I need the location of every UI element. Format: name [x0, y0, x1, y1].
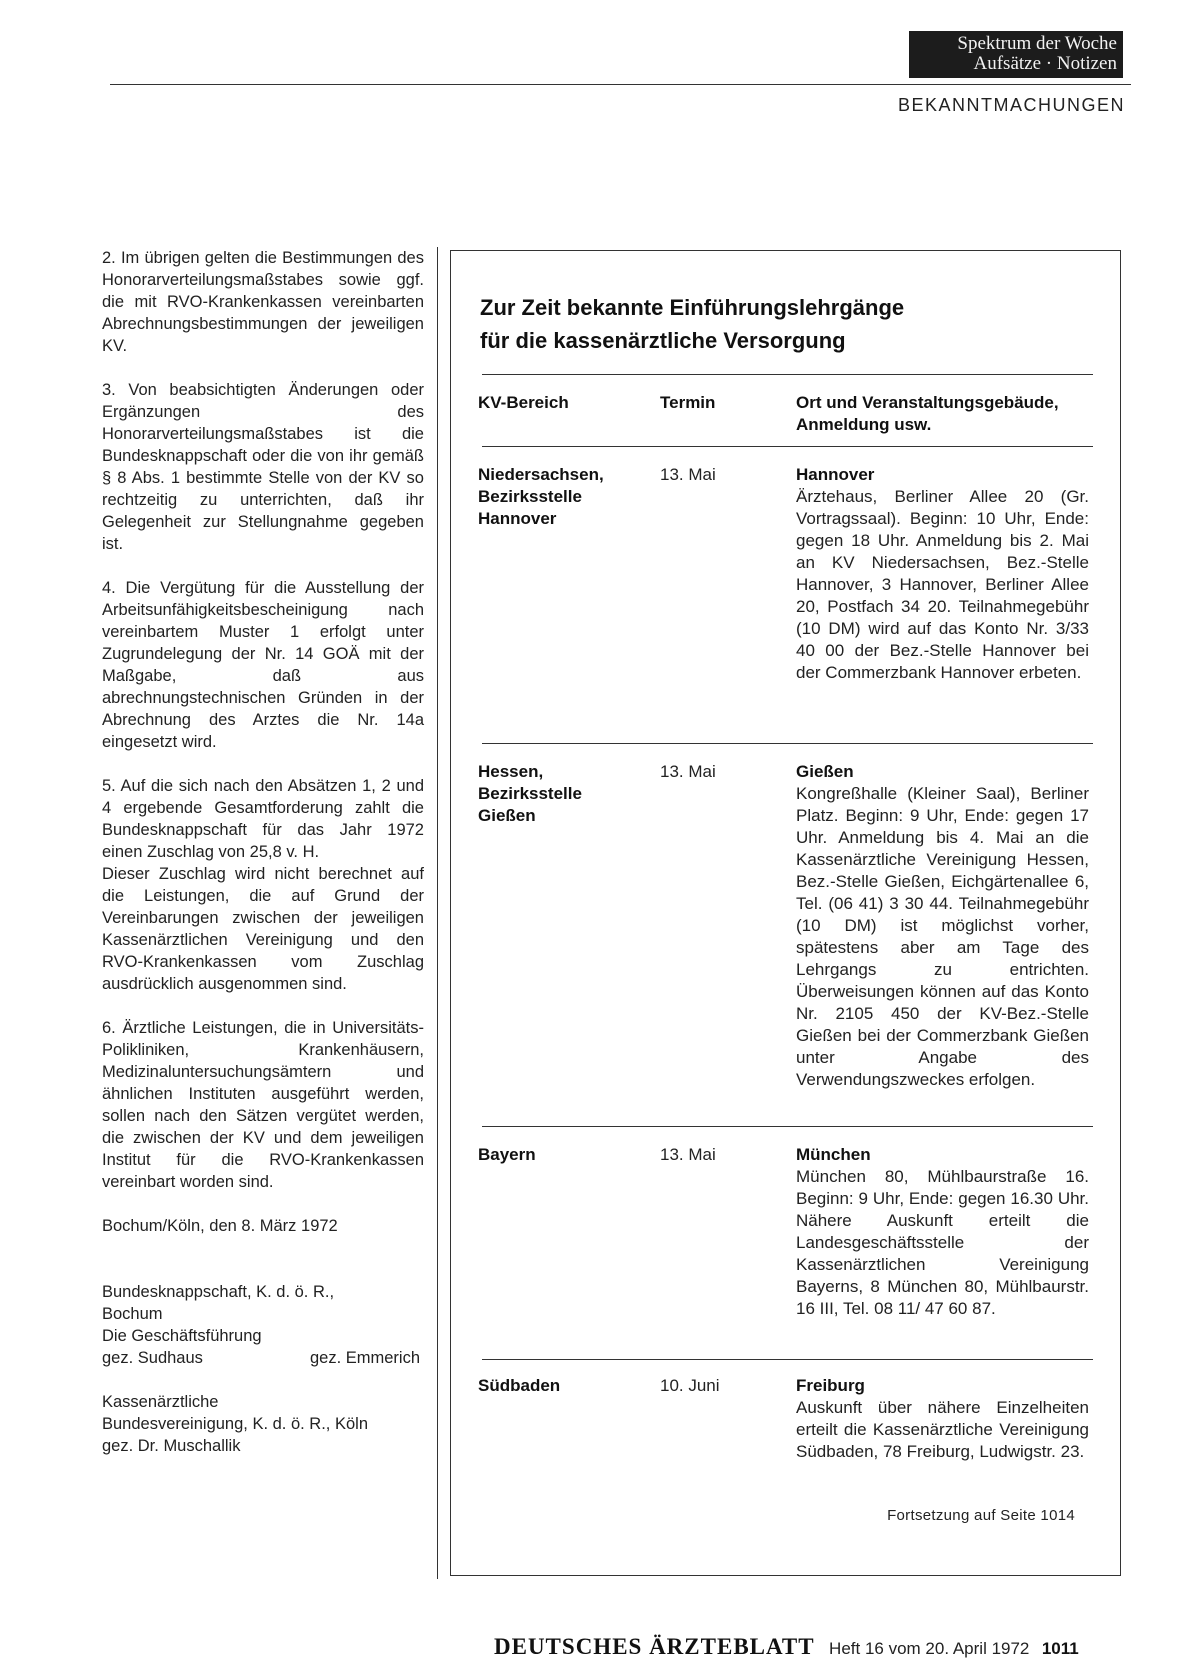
row-region [478, 1375, 638, 1397]
section-label: BEKANNTMACHUNGEN [897, 95, 1125, 115]
left-column [102, 247, 424, 1457]
continuation-note: Fortsetzung auf Seite 1014 [887, 1507, 1075, 1524]
paragraph-2: 2. Im übrigen gelten die Bestimmungen des Honorarverteilungsmaßstabes sowie ggf. die mit RVO-Krankenkassen vereinbarten Abrechnungsbestimmungen der jeweiligen KV. [102, 249, 424, 355]
row-separator [482, 743, 1093, 744]
row-region-line: Gießen [478, 806, 536, 825]
paragraph-5: 5. Auf die sich nach den Absätzen 1, 2 und 4 ergebende Gesamtforderung zahlt die Bundesknappschaft für das Jahr 1972 einen Zuschlag von 25,8 v. H. [102, 777, 424, 861]
page-footer [494, 1634, 1079, 1660]
signature-1-name-a: gez. Sudhaus [102, 1349, 203, 1367]
row-place [796, 1375, 1089, 1463]
paragraph-5b: Dieser Zuschlag wird nicht berechnet auf die Leistungen, die auf Grund der Vereinbarungen zwischen der jeweiligen Kassenärztlichen Vereinigung und den RVO-Krankenkassen vom Zuschlag ausdrücklich ausgenommen sind. [102, 865, 424, 993]
column-header-place-line-1: Ort und Veranstaltungsgebäude, [796, 393, 1059, 412]
box-title [480, 291, 1040, 357]
column-header-place-line-2: Anmeldung usw. [796, 415, 932, 434]
signature-2-line-3: gez. Dr. Muschallik [102, 1437, 241, 1455]
row-details: Ärztehaus, Berliner Allee 20 (Gr. Vortragssaal). Beginn: 10 Uhr, Ende: gegen 18 Uhr. Anmeldung bis 2. Mai an KV Niedersachsen, Bez.-Stelle Hannover, 3 Hannover, Berliner Allee 20, Postfach 34 20. Teilnahmegebühr (10 DM) wird auf das Konto Nr. 3/33 40 00 der Bez.-Stelle Hannover bei der Commerzbank Hannover erbeten. [796, 487, 1089, 682]
header-rule [110, 84, 1131, 85]
table-header-rule [482, 446, 1093, 447]
row-place [796, 1144, 1089, 1320]
issue-info: Heft 16 vom 20. April 1972 [829, 1639, 1030, 1658]
signature-block-2 [102, 1391, 424, 1457]
row-details: München 80, Mühlbaurstraße 16. Beginn: 9 Uhr, Ende: gegen 16.30 Uhr. Nähere Auskunft erteilt die Landesgeschäftsstelle der Kassenärztlichen Vereinigung Bayerns, 8 München 80, Mühlbaurstr. 16 III, Tel. 08 11/ 47 60 87. [796, 1167, 1089, 1318]
row-date: 13. Mai [660, 1145, 716, 1164]
column-header-date: Termin [660, 393, 716, 412]
paragraph-3: 3. Von beabsichtigten Änderungen oder Ergänzungen des Honorarverteilungsmaßstabes ist die Bundesknappschaft oder die von ihr gemäß § 8 Abs. 1 bestimmte Stelle von der KV so rechtzeitig zu unterrichten, daß ihr Gelegenheit zur Stellungnahme gegeben ist. [102, 381, 424, 553]
signature-1-names [102, 1347, 424, 1369]
row-region [478, 761, 638, 827]
row-place [796, 464, 1089, 684]
row-details: Auskunft über nähere Einzelheiten erteilt die Kassenärztliche Vereinigung Südbaden, 78 Freiburg, Ludwigstr. 23. [796, 1398, 1089, 1461]
row-city: München [796, 1145, 871, 1164]
row-region-line: Bezirksstelle [478, 784, 582, 803]
row-separator [482, 1359, 1093, 1360]
row-region-line: Niedersachsen, [478, 465, 604, 484]
box-title-line-1: Zur Zeit bekannte Einführungslehrgänge [480, 295, 905, 320]
section-badge-line2: Aufsätze · Notizen [973, 53, 1117, 74]
row-city: Freiburg [796, 1376, 865, 1395]
row-place [796, 761, 1089, 1091]
row-region-line: Hessen, [478, 762, 544, 781]
section-badge-line1: Spektrum der Woche [957, 33, 1117, 54]
row-city: Gießen [796, 762, 854, 781]
table-top-rule [482, 374, 1093, 375]
row-region-line: Bezirksstelle [478, 487, 582, 506]
row-details: Kongreßhalle (Kleiner Saal), Berliner Platz. Beginn: 9 Uhr, Ende: gegen 17 Uhr. Anmeldung bis 4. Mai an die Kassenärztliche Vereinigung Hessen, Bez.-Stelle Gießen, Eichgärtenallee 6, Tel. (06 41) 3 30 44. Teilnahmegebühr (10 DM) ist möglichst vorher, spätestens aber am Tage des Lehrgangs zu entrichten. Überweisungen können auf das Konto Nr. 2105 450 der KV-Bez.-Stelle Gießen bei der Commerzbank Gießen unter Angabe des Verwendungszweckes erfolgen. [796, 784, 1089, 1089]
row-region [478, 1144, 638, 1166]
row-region [478, 464, 638, 530]
place-date: Bochum/Köln, den 8. März 1972 [102, 1217, 338, 1235]
column-divider [437, 247, 438, 1579]
column-header-place [796, 392, 1059, 436]
signature-block-1 [102, 1281, 424, 1369]
row-separator [482, 1126, 1093, 1127]
section-badge [909, 31, 1123, 78]
page-number: 1011 [1041, 1639, 1079, 1658]
signature-1-name-b: gez. Emmerich [309, 1349, 420, 1367]
row-date: 13. Mai [660, 465, 716, 484]
signature-1-line-3: Die Geschäftsführung [102, 1327, 262, 1345]
signature-2-line-1: Kassenärztliche [102, 1393, 219, 1411]
row-date: 10. Juni [660, 1376, 720, 1395]
signature-1-line-2: Bochum [102, 1305, 163, 1323]
column-header-region: KV-Bereich [478, 393, 569, 412]
row-region-line: Hannover [478, 509, 557, 528]
box-title-line-2: für die kassenärztliche Versorgung [480, 328, 846, 353]
row-region-line: Bayern [478, 1145, 536, 1164]
paragraph-6: 6. Ärztliche Leistungen, die in Universitäts-Polikliniken, Krankenhäusern, Medizinaluntersuchungsämtern und ähnlichen Instituten ausgeführt werden, sollen nach den Sätzen vergütet werden, die zwischen der KV und dem jeweiligen Institut für die RVO-Krankenkassen vereinbart worden sind. [102, 1019, 424, 1191]
row-region-line: Südbaden [478, 1376, 561, 1395]
signature-2-line-2: Bundesvereinigung, K. d. ö. R., Köln [102, 1415, 368, 1433]
signature-1-line-1: Bundesknappschaft, K. d. ö. R., [102, 1283, 335, 1301]
row-city: Hannover [796, 465, 875, 484]
row-date: 13. Mai [660, 762, 716, 781]
paragraph-4: 4. Die Vergütung für die Ausstellung der Arbeitsunfähigkeitsbescheinigung nach vereinbartem Muster 1 erfolgt unter Zugrundelegung der Nr. 14 GOÄ mit der Maßgabe, daß aus abrechnungstechnischen Gründen in der Abrechnung des Arztes die Nr. 14a eingesetzt wird. [102, 579, 424, 751]
journal-name: DEUTSCHES ÄRZTEBLATT [494, 1634, 815, 1659]
